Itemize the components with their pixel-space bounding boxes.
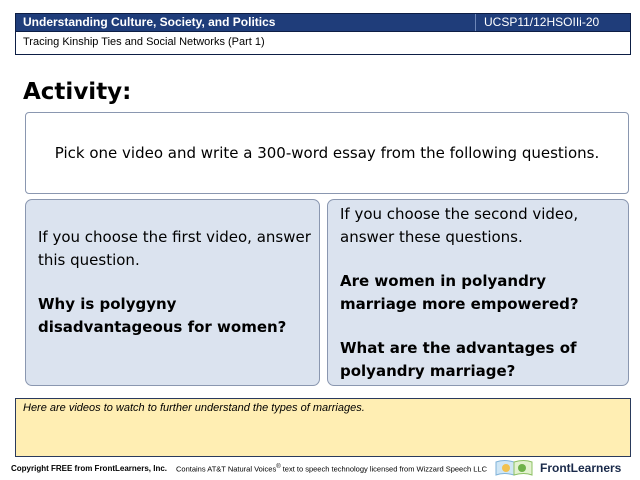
frontlearners-logo (494, 458, 621, 478)
second-video-intro: If you choose the second video, answer these questions. (340, 205, 579, 246)
frontlearners-logo-text: FrontLearners (540, 461, 622, 475)
instruction-box (25, 112, 629, 194)
instruction-text: Pick one video and write a 300-word essay from the following questions. (54, 144, 600, 162)
second-video-question-1: Are women in polyandry marriage more empowered? (340, 272, 579, 313)
course-title: Understanding Culture, Society, and Politics (23, 15, 276, 29)
voices-suffix: text to speech technology licensed from Wizzard Speech LLC (280, 464, 487, 474)
footer-copyright: Copyright FREE from FrontLearners, Inc. (11, 464, 168, 473)
video-note-text: Here are videos to watch to further understand the types of marriages. (23, 402, 365, 414)
video-note-box (15, 398, 631, 457)
first-video-card (25, 199, 320, 386)
course-header-bar (15, 13, 631, 32)
voices-prefix: Contains AT&T Natural Voices (176, 464, 277, 474)
first-video-intro: If you choose the first video, answer this question. (38, 228, 311, 269)
course-code: UCSP11/12HSOIIi-20 (475, 14, 630, 31)
first-video-question: Why is polygyny disadvantageous for women? (38, 295, 287, 336)
activity-heading: Activity: (23, 79, 132, 105)
footer-voices-notice (176, 464, 487, 474)
second-video-card (327, 199, 629, 386)
lesson-title: Tracing Kinship Ties and Social Networks (Part 1) (15, 32, 631, 55)
frontlearners-logo-icon (494, 458, 534, 478)
registered-mark: ® (276, 464, 281, 470)
second-video-question-2: What are the advantages of polyandry marriage? (340, 339, 577, 380)
